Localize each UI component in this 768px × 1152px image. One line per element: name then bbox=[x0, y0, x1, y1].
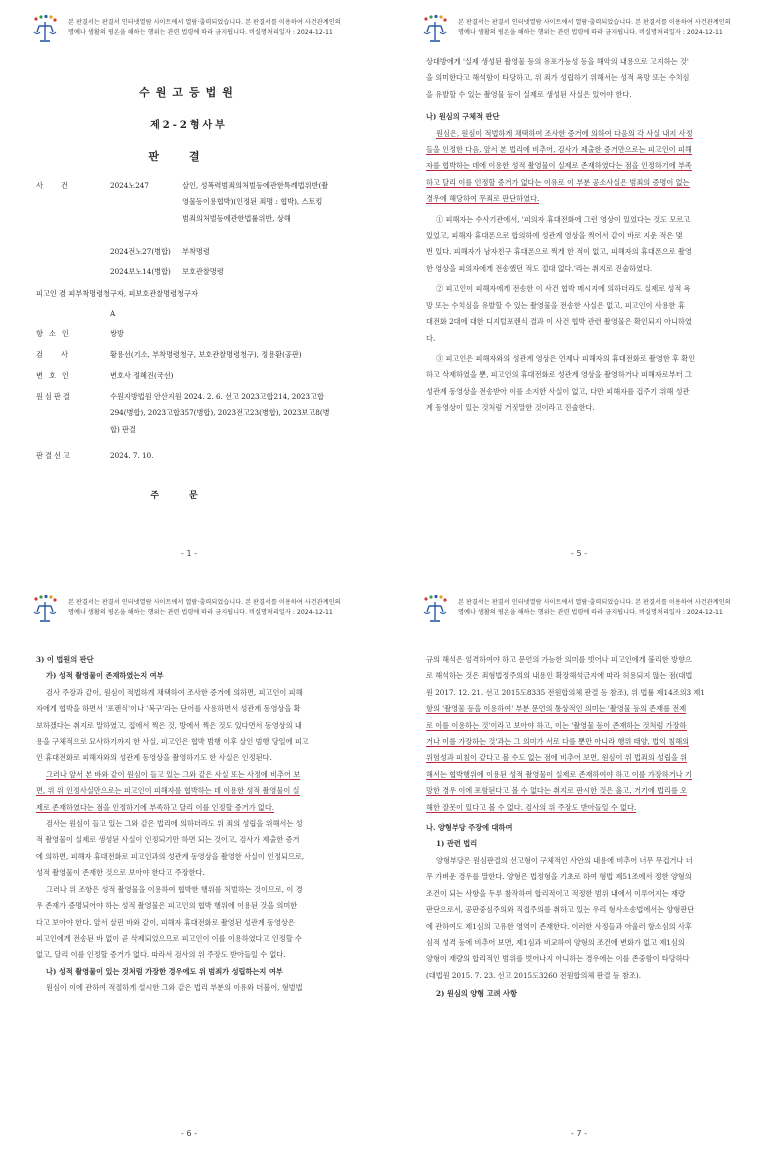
section-heading: 나. 양형부당 주장에 대하여 bbox=[426, 823, 513, 833]
page6-body: 3) 이 법원의 판단 가) 성적 촬영물이 존재하였는지 여부 검사 주장과 같이, 원심이 적법하게 채택하여 조사한 증거에 의하면, 피고인이 피해 자에게 협박을 하면서 '포렌식'이나 '복구'라는 단어를 사용하면서 성관계 동영상을 확 보하겠다는 취지로 말하였고, 집에서 찍은 것, 방에서 찍은 것도 있다면서 동영상의 내 용을 구체적으로 묘사하기까지 한 사실, 피고인은 협박 범행 이후 살인 범행 당일에 피고 인 휴대전화로 피해자와의 성관계 동영상을 촬영하기도 한 사실은 인정된다. 그러나 앞서 본 바와 같이 원심이 들고 있는 그와 같은 사실 또는 사정에 비추어 보 면, 위 위 인정사실만으로는 피고인이 피해자를 협박하는 데 이용한 성적 촬영물이 실 제로 존재하였다는 점을 인정하기에 부족하고 달리 이를 인정할 증거가 없다. 검사는 원심이 들고 있는 그와 같은 법리에 의하더라도 위 죄의 성립을 위해서는 성 적 촬영물이 실제로 생성된 사실이 인정되기만 하면 되는 것이고, 검사가 제출한 증거 에 의하면, 피해자 휴대전화로 피고인과의 성관계 동영상을 촬영한 사실이 인정되므로, 성적 촬영물이 존재한 것으로 보아야 한다고 주장한다. 그러나 위 조항은 성적 촬영물을 이용하여 협박한 행위를 처벌하는 것이므로, 이 경 우 존재가 증명되어야 하는 성적 촬영물은 피고인의 협박 행위에 이용된 것을 의미한 다고 보아야 한다. 앞서 살핀 바와 같이, 피해자 휴대전화로 촬영된 성관계 동영상은 피고인에게 전송된 바 없이 곧 삭제되었으므로 피고인이 이를 이용하였다고 인정할 수 없고, 달리 이를 인정할 증거가 없다. 따라서 검사의 위 주장도 받아들일 수 없다. 나) 성적 촬영물이 있는 것처럼 가장한 경우에도 위 범죄가 성립하는지 여부 원심이 이에 관하여 적절하게 설시한 그와 같은 법리 부분의 이유와 더불어, 형벌법 bbox=[36, 652, 350, 997]
header-notice: 본 판결서는 판결서 인터넷열람 사이트에서 열람·출력되었습니다. 본 판결서를 이용하여 사건관계인의 명예나 생활의 평온을 해하는 행위는 관련 법령에 따라 금지됩니다. 비실명처리일자 : 2024-12-11 bbox=[68, 599, 341, 616]
page-header bbox=[400, 10, 760, 46]
department-name: 제2-2형사부 bbox=[150, 120, 228, 131]
page-header bbox=[10, 10, 370, 46]
page-header bbox=[400, 590, 760, 626]
page-6 bbox=[4, 584, 374, 1146]
page-number: - 6 - bbox=[181, 1129, 197, 1138]
order-heading: 주문 bbox=[150, 491, 228, 501]
header-notice: 본 판결서는 판결서 인터넷열람 사이트에서 열람·출력되었습니다. 본 판결서를 이용하여 사건관계인의 명예나 생활의 평온을 해하는 행위는 관련 법령에 따라 금지됩니다. 비실명처리일자 : 2024-12-11 bbox=[458, 599, 731, 616]
judgment-title: 판결 bbox=[148, 150, 230, 163]
page-number: - 7 - bbox=[571, 1129, 587, 1138]
page5-body: 상대방에게 '실제 생성된 촬영물 등의 유포가능성 등을 해악의 내용으로 고지하는 것' 을 의미한다고 해석함이 타당하고, 위 죄가 성립하기 위해서는 성적 욕망 또는 수치심 을 유발할 수 있는 촬영물 등이 실제로 생성된 사실은 있어야 한다. 나) 원심의 구체적 판단 원심은, 원심이 적법하게 채택하여 조사한 증거에 의하여 다음의 각 사실 내지 사정 들을 인정한 다음, 앞서 본 법리에 비추어, 검사가 제출한 증거만으로는 피고인이 피해 자를 협박하는 데에 이용한 성적 촬영물이 실제로 존재하였다는 점을 인정하기에 부족 하고 달리 이를 인정할 증거가 없다는 이유로 이 부분 공소사실은 범죄의 증명이 없는 경우에 해당하여 무죄로 판단하였다. ① 피해자는 수사기관에서, '피의자 휴대전화에 그런 영상이 있었다는 것도 모르고 있었고, 피해자 휴대폰으로 합의하에 성관계 영상을 찍어서 같이 바로 지운 적은 몇 번 있다. 피해자가 남자친구 휴대폰으로 찍게 한 적이 없고, 피해자의 휴대폰으로 촬영 한 영상을 피의자에게 전송했던 적도 절대 없다.'라는 취지로 진술하였다. ② 피고인이 피해자에게 전송한 이 사건 협박 메시지에 의하더라도 실제로 성적 욕 망 또는 수치심을 유발할 수 있는 촬영물을 전송한 사실은 없고, 피고인이 사용한 휴 대전화 2대에 대한 디지털포렌식 결과 이 사건 협박 관련 촬영물은 확인되지 아니하였 다. ③ 피고인은 피해자와의 성관계 영상은 언제나 피해자의 휴대전화로 촬영한 후 확인 하고 삭제하였을 뿐, 피고인의 휴대전화로 성관계 영상을 촬영하거나 피해자로부터 그 성관계 동영상을 전송받아 이를 소지한 사실이 없고, 다만 피해자를 겁주기 위해 성관 계 동영상이 있는 것처럼 거짓말한 것이라고 진술한다. bbox=[426, 54, 740, 417]
section-heading: 나) 원심의 구체적 판단 bbox=[426, 112, 500, 122]
page-5 bbox=[394, 4, 764, 566]
court-name: 수원고등법원 bbox=[139, 86, 239, 99]
page7-body: 규의 해석은 엄격하여야 하고 문언의 가능한 의미를 벗어나 피고인에게 불리한 방향으 로 해석하는 것은 죄형법정주의의 내용인 확장해석금지에 따라 허용되지 않는 점(대법 원 2017. 12. 21. 선고 2015도8335 전원합의체 판결 등 참조), 위 법률 제14조의3 제1 항의 '촬영물 등을 이용하여' 부분 문언의 통상적인 의미는 '촬영물 등의 존재를 전제 로 이를 이용하는 것'이라고 보아야 하고, 이는 '촬영물 등이 존재하는 것처럼 가장하 거나 이를 가장하는 것'과는 그 의미가 서로 다를 뿐만 아니라 행위 태양, 법익 침해의 위험성과 피침이 같다고 볼 수도 없는 점에 비추어 보면, 원심이 위 법죄의 성립을 위 해서는 협박행위에 이용된 성적 촬영물이 실제로 존재하여야 하고 이를 가장하거나 기 망한 경우 이에 포함된다고 볼 수 없다는 취지로 판시한 것은 옳고, 거기에 법리를 오 해한 잘못이 있다고 볼 수 없다. 검사의 위 주장도 받아들일 수 없다. 나. 양형부당 주장에 대하여 1) 관련 법리 양형부당은 원심판결의 선고형이 구체적인 사안의 내용에 비추어 너무 무겁거나 너 무 가벼운 경우를 말한다. 양형은 법정형을 기초로 하여 형법 제51조에서 정한 양형의 조건이 되는 사항을 두루 참작하여 합리적이고 적정한 범위 내에서 이루어지는 재량 판단으로서, 공판중심주의와 직접주의를 취하고 있는 우리 형사소송법에서는 양형판단 에 관하여도 제1심의 고유한 영역이 존재한다. 이러한 사정들과 아울러 항소심의 사후 심적 성격 등에 비추어 보면, 제1심과 비교하여 양형의 조건에 변화가 없고 제1심의 양형이 재량의 합리적인 범위를 벗어나지 아니하는 경우에는 이를 존중함이 타당하다 (대법원 2015. 7. 23. 선고 2015도3260 전원합의체 판결 등 참조). 2) 원심의 양형 고려 사항 bbox=[426, 652, 740, 1003]
header-notice: 본 판결서는 판결서 인터넷열람 사이트에서 열람·출력되었습니다. 본 판결서를 이용하여 사건관계인의 명예나 생활의 평온을 해하는 행위는 관련 법령에 따라 금지됩니다. 비실명처리일자 : 2024-12-11 bbox=[68, 19, 341, 36]
page-header bbox=[10, 590, 370, 626]
defendant-label-row: 피고인 겸 피부착명령청구자, 피보호관찰명령청구자 bbox=[36, 289, 198, 298]
court-logo-icon bbox=[30, 14, 60, 44]
court-logo-icon bbox=[30, 594, 60, 624]
page-number: - 5 - bbox=[571, 549, 587, 558]
subsection-heading: 가) 성적 촬영물이 존재하였는지 여부 bbox=[46, 671, 164, 681]
court-logo-icon bbox=[420, 594, 450, 624]
subsection-heading: 나) 성적 촬영물이 있는 것처럼 가장한 경우에도 위 범죄가 성립하는지 여부 bbox=[46, 966, 283, 976]
header-notice: 본 판결서는 판결서 인터넷열람 사이트에서 열람·출력되었습니다. 본 판결서를 이용하여 사건관계인의 명예나 생활의 평온을 해하는 행위는 관련 법령에 따라 금지됩니다. 비실명처리일자 : 2024-12-11 bbox=[458, 19, 731, 36]
page-7 bbox=[394, 584, 764, 1146]
page-number: - 1 - bbox=[181, 549, 197, 558]
page-1: 본 판결서는 판결서 인터넷열람 사이트에서 열람·출력되었습니다. 본 판결서를 이용하여 사건관계인의 명예나 생활의 평온을 해하는 행위는 관련 법령에 따라 금지됩니다. 비실명처리일자 : 2024-12-11 수원고등법원 제2-2형사부 판결 사건 2024노247 살인, 성폭력범죄의처벌등에관한특례법위반(촬 영물등이용협박)(인정된 죄명 : 협박), 스토킹 범죄의처벌등에관한법률위반, 상해 2024전노27(병합) 부착명령 2024보노14(병합) 보호관찰명령 피고인 겸 피부착명령청구자, 피보호관찰명령청구자 A 항소인 쌍방 검사 황용선(기소, 부착명령청구, 보호관찰명령청구), 정용환(공판) 변호인 변호사 정혜진(국선) 원심판결 수원지방법원 안산지원 2024. 2. 6. 선고 2023고합214, 2023고합 294(병합), 2023고합357(병합), 2023전고23(병합), 2023보고8(병 합) 판결 판결선고 2024. 7. 10. 주문 - 1 - bbox=[4, 4, 374, 566]
court-logo-icon bbox=[420, 14, 450, 44]
subsection-heading: 1) 관련 법리 bbox=[436, 839, 478, 849]
subsection-heading: 2) 원심의 양형 고려 사항 bbox=[436, 989, 517, 999]
section-heading: 3) 이 법원의 판단 bbox=[36, 655, 94, 664]
